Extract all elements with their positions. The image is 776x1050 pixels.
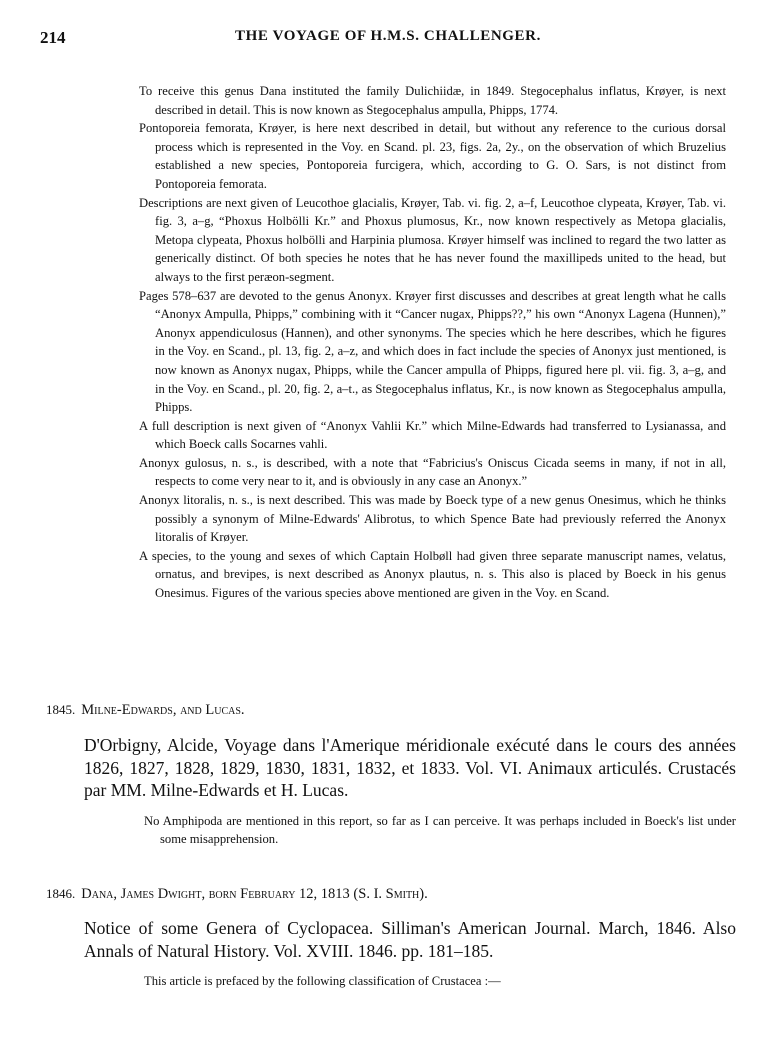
note-paragraph: Anonyx gulosus, n. s., is described, with a note that “Fabricius's Oniscus Cicada seems in many, if not in all, respects to come very near to it, and is obviously in any case an Anonyx.”	[139, 455, 726, 489]
entry-note: This article is prefaced by the following classification of Crustacea :—	[144, 974, 501, 988]
note-paragraph: To receive this genus Dana instituted the family Dulichiidæ, in 1849. Stegocephalus inflatus, Krøyer, is next described in detail. This is now known as Stegocephalus ampulla, Phipps, 1774.	[139, 84, 726, 117]
note-paragraph: Anonyx litoralis, n. s., is next described. This was made by Boeck type of a new genus Onesimus, which he thinks possibly a synonym of Milne-Edwards' Alibrotus, to which Spence Bate had previously referred the Anonyx litoralis of Krøyer.	[139, 493, 726, 545]
entry-year: 1846.	[46, 886, 76, 901]
note-paragraph: A full description is next given of “Anonyx Vahlii Kr.” which Milne-Edwards had transferred to Lysianassa, and which Boeck calls Socarnes vahli.	[139, 418, 726, 452]
page-number: 214	[40, 28, 66, 47]
note-paragraph: Pontoporeia femorata, Krøyer, is here next described in detail, but without any reference to the curious dorsal process which is represented in the Voy. en Scand. pl. 23, figs. 2a, 2y., on the observation of which Bruzelius established a new species, Pontoporeia furcigera, which, according to G. O. Sars, is not distinct from Pontoporeia femorata.	[139, 121, 726, 191]
entry-year: 1845.	[46, 702, 76, 717]
entry-note: No Amphipoda are mentioned in this report, so far as I can perceive. It was perhaps included in Boeck's list under some misapprehension.	[144, 813, 736, 847]
bibliography-entry	[46, 700, 736, 849]
page-header	[40, 28, 736, 52]
entry-heading	[46, 884, 736, 904]
bibliography-entry	[46, 884, 736, 991]
entry-title: D'Orbigny, Alcide, Voyage dans l'Amerique méridionale exécuté dans le cours des années 1826, 1827, 1828, 1829, 1830, 1831, 1832, et 1833. Vol. VI. Animaux articulés. Crustacés par MM. Milne-Edwards et H. Lucas.	[84, 735, 736, 800]
entry-authors: Dana, James Dwight, born February 12, 1813 (S. I. Smith).	[81, 886, 428, 902]
note-paragraph: A species, to the young and sexes of which Captain Holbøll had given three separate manuscript names, velatus, ornatus, and brevipes, is next described as Anonyx plautus, n. s. This also is placed by Boeck in his genus Onesimus. Figures of the various species above mentioned are given in the Voy. en Scand.	[139, 548, 726, 601]
entry-heading	[46, 700, 736, 720]
notes-block	[139, 82, 726, 603]
running-title: THE VOYAGE OF H.M.S. CHALLENGER.	[235, 28, 541, 44]
entry-title: Notice of some Genera of Cyclopacea. Silliman's American Journal. March, 1846. Also Annals of Natural History. Vol. XVIII. 1846. pp. 181–185.	[84, 918, 736, 961]
entry-authors: Milne-Edwards, and Lucas.	[81, 702, 245, 718]
note-paragraph: Pages 578–637 are devoted to the genus Anonyx. Krøyer first discusses and describes at great length what he calls “Anonyx Ampulla, Phipps,” combining with it “Cancer nugax, Phipps??,” his own “Anonyx Lagena (Hunnen),” Anonyx appendiculosus (Hannen), and other synonyms. The species which he here describes, which he figures in the Voy. en Scand., pl. 13, fig. 2, a–z, and which does in fact include the species of Anonyx just mentioned, is now known as Anonyx nugax, Phipps, while the Cancer ampulla of Phipps, figured here pl. vii. fig. 3, a–g, and in the Voy. en Scand., pl. 20, fig. 2, a–t., as Stegocephalus inflatus, Kr., is now known as Stegocephalus ampulla, Phipps.	[139, 288, 726, 415]
note-paragraph: Descriptions are next given of Leucothoe glacialis, Krøyer, Tab. vi. fig. 2, a–f, Leucothoe clypeata, Krøyer, Tab. vi. fig. 3, a–g, “Phoxus Holbölli Kr.” and Phoxus plumosus, Kr., now known respectively as Metopa glacialis, Metopa clypeata, Phoxus holbölli and Harpinia plumosa. Krøyer himself was inclined to regard the two latter as generically distinct. Of both species he notes that he has never found the maxillipeds united to the head, but always to the first peræon-segment.	[139, 195, 726, 284]
